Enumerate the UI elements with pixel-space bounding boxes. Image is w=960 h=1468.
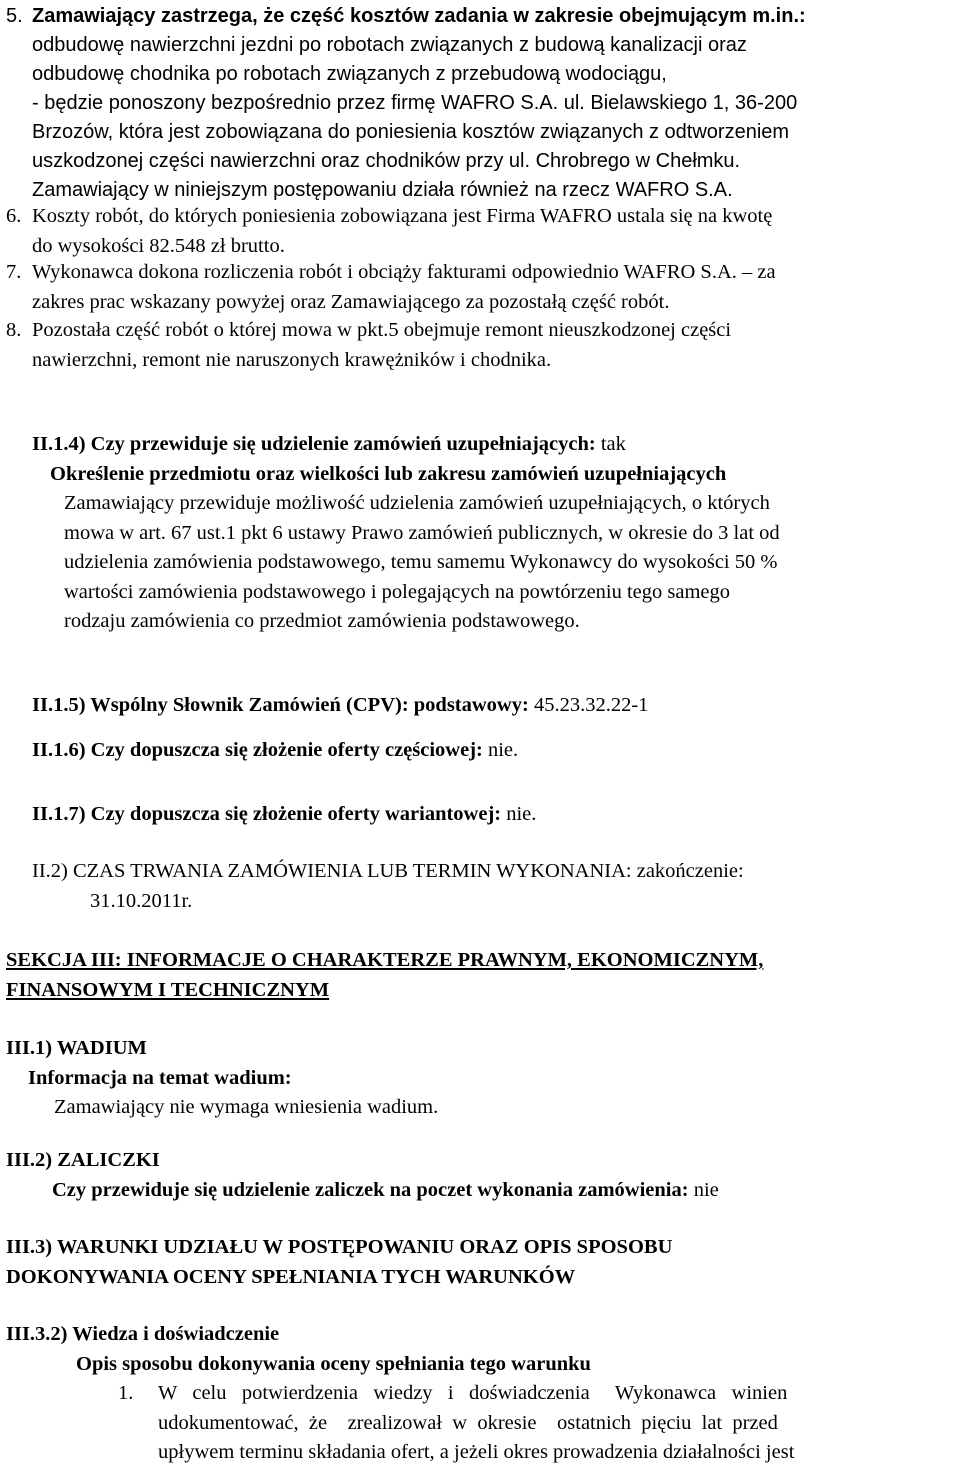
cpv-code: 45.23.32.22-1 xyxy=(528,694,649,716)
section-heading: II.1.7) Czy dopuszcza się złożenie oferty wariantowej: xyxy=(32,803,502,825)
list-item-7 xyxy=(6,258,956,317)
paragraph-line: mowa w art. 67 ust.1 pkt 6 ustawy Prawo zamówień publicznych, w okresie do 3 lat od xyxy=(64,521,780,544)
item-text: uszkodzonej części nawierzchni oraz chodników przy ul. Chrobrego w Chełmku. xyxy=(32,150,741,172)
section-3-title xyxy=(6,946,763,1005)
item-text: do wysokości 82.548 zł brutto. xyxy=(32,234,285,257)
section-answer: nie. xyxy=(501,803,537,825)
list-number: 5. xyxy=(6,5,23,27)
paragraph-line: udokumentować, że zrealizował w okresie ostatnich pięciu lat przed xyxy=(158,1411,778,1434)
section-heading: II.1.5) Wspólny Słownik Zamówień (CPV): podstawowy: xyxy=(32,694,529,716)
section-heading: II.1.6) Czy dopuszcza się złożenie oferty częściowej: xyxy=(32,739,483,761)
item-text: odbudowę nawierzchni jezdni po robotach związanych z budową kanalizacji oraz xyxy=(32,34,747,56)
section-3-3-2 xyxy=(6,1320,591,1379)
paragraph-line: udzielenia zamówienia podstawowego, temu samemu Wykonawcy do wysokości 50 % xyxy=(64,551,778,573)
section-answer: nie xyxy=(688,1178,719,1201)
paragraph-line: W celu potwierdzenia wiedzy i doświadczenia Wykonawca winien xyxy=(158,1382,788,1404)
item-text: Wykonawca dokona rozliczenia robót i obciąży fakturami odpowiednio WAFRO S.A. – za xyxy=(32,261,776,283)
item-text: nawierzchni, remont nie naruszonych krawężników i chodnika. xyxy=(32,348,552,371)
item-text: odbudowę chodnika po robotach związanych z przebudową wodociągu, xyxy=(32,63,667,85)
list-number: 1. xyxy=(118,1382,134,1404)
section-2-1-5 xyxy=(32,691,648,721)
section-3-3 xyxy=(6,1233,672,1292)
completion-date: 31.10.2011r. xyxy=(90,889,193,912)
section-heading-line: DOKONYWANIA OCENY SPEŁNIANIA TYCH WARUNKÓW xyxy=(6,1265,576,1288)
item-text: Brzozów, która jest zobowiązana do poniesienia kosztów związanych z odtworzeniem xyxy=(32,121,790,143)
item-text: Zamawiający w niniejszym postępowaniu działa również na rzecz WAFRO S.A. xyxy=(32,179,733,201)
section-2-1-4 xyxy=(32,430,952,489)
section-subheading: Informacja na temat wadium: xyxy=(28,1066,292,1089)
section-title-line: FINANSOWYM I TECHNICZNYM xyxy=(6,978,330,1001)
paragraph-line: Zamawiający przewiduje możliwość udzielenia zamówień uzupełniających, o których xyxy=(64,492,770,514)
section-question: Czy przewiduje się udzielenie zaliczek na poczet wykonania zamówienia: xyxy=(52,1178,689,1201)
section-heading-line: III.3) WARUNKI UDZIAŁU W POSTĘPOWANIU ORAZ OPIS SPOSOBU xyxy=(6,1236,673,1258)
item-text: Zamawiający zastrzega, że część kosztów zadania w zakresie obejmującym m.in.: xyxy=(32,5,806,27)
section-heading: II.1.4) Czy przewiduje się udzielenie zamówień uzupełniających: xyxy=(32,433,596,455)
section-answer: zakończenie: xyxy=(631,860,744,882)
section-text: Zamawiający nie wymaga wniesienia wadium. xyxy=(54,1096,439,1118)
paragraph-line: rodzaju zamówienia co przedmiot zamówienia podstawowego. xyxy=(64,610,580,632)
section-3-3-2-item-1 xyxy=(118,1379,956,1468)
section-heading: III.3.2) Wiedza i doświadczenie xyxy=(6,1323,280,1345)
section-2-1-7 xyxy=(32,800,536,830)
section-title-line: SEKCJA III: INFORMACJE O CHARAKTERZE PRAWNYM, EKONOMICZNYM, xyxy=(6,949,764,971)
section-heading: II.2) CZAS TRWANIA ZAMÓWIENIA LUB TERMIN WYKONANIA: xyxy=(32,860,632,882)
list-number: 6. xyxy=(6,205,22,227)
list-number: 8. xyxy=(6,319,22,341)
list-item-5 xyxy=(6,2,956,205)
list-number: 7. xyxy=(6,261,22,283)
item-text: - będzie ponoszony bezpośrednio przez firmę WAFRO S.A. ul. Bielawskiego 1, 36-200 xyxy=(32,92,798,114)
section-3-2 xyxy=(6,1146,719,1205)
item-text: Pozostała część robót o której mowa w pkt.5 obejmuje remont nieuszkodzonej części xyxy=(32,319,732,341)
section-2-2 xyxy=(32,857,744,916)
section-subheading: Opis sposobu dokonywania oceny spełniania tego warunku xyxy=(76,1352,591,1375)
section-answer: tak xyxy=(595,433,626,455)
section-heading: III.2) ZALICZKI xyxy=(6,1149,160,1171)
list-item-8 xyxy=(6,316,956,375)
section-2-1-6 xyxy=(32,736,518,766)
list-item-6 xyxy=(6,202,956,261)
item-text: zakres prac wskazany powyżej oraz Zamawiającego za pozostałą część robót. xyxy=(32,290,670,313)
section-2-1-4-text xyxy=(64,489,956,637)
paragraph-line: wartości zamówienia podstawowego i polegających na powtórzeniu tego samego xyxy=(64,580,731,603)
item-text: Koszty robót, do których poniesienia zobowiązana jest Firma WAFRO ustala się na kwotę xyxy=(32,205,773,227)
section-answer: nie. xyxy=(482,739,519,761)
section-subheading: Określenie przedmiotu oraz wielkości lub zakresu zamówień uzupełniających xyxy=(50,462,727,485)
section-3-1 xyxy=(6,1034,438,1123)
section-heading: III.1) WADIUM xyxy=(6,1037,147,1059)
paragraph-line: upływem terminu składania ofert, a jeżeli okres prowadzenia działalności jest xyxy=(158,1441,795,1463)
